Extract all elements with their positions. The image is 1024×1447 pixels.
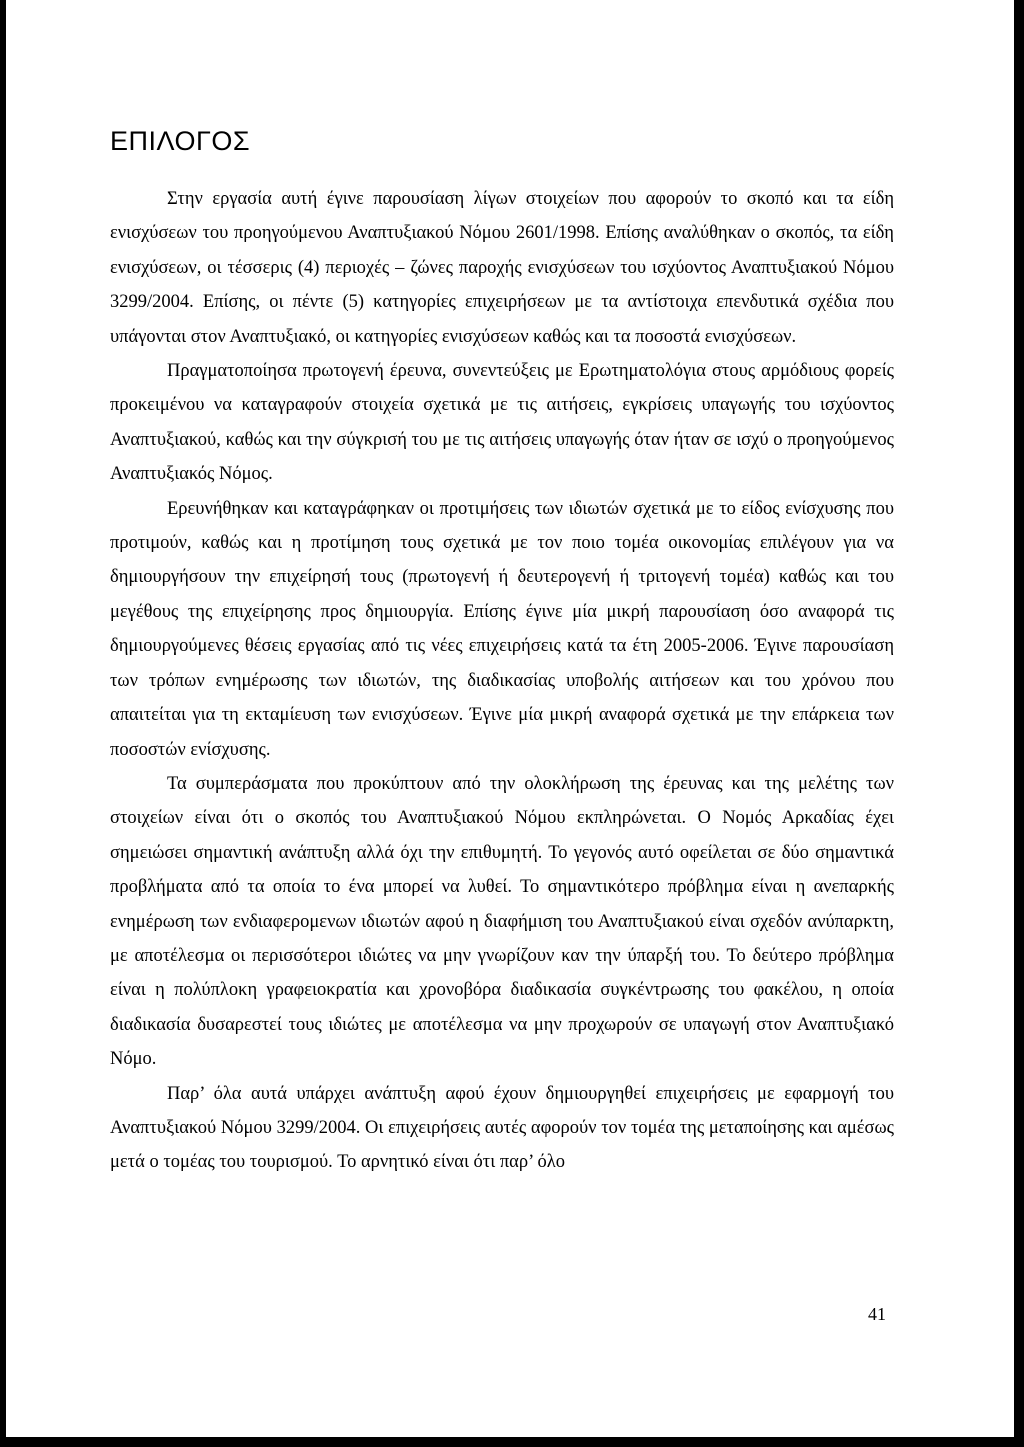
page-title: ΕΠΙΛΟΓΟΣ [110,126,251,156]
paragraph-preferences: Ερευνήθηκαν και καταγράφηκαν οι προτιμήσεις των ιδιωτών σχετικά με το είδος ενίσχυσης που προτιμούν, καθώς και η προτίμηση τους σχετικά με τον ποιο τομέα οικονομίας επιλέγουν για να δημιουργήσουν την επιχείρησή τους (πρωτογενή ή δευτερογενή ή τριτογενή τομέα) καθώς και του μεγέθους της επιχείρησης προς δημιουργία. Επίσης έγινε μία μικρή παρουσίαση όσο αναφορά τις δημιουργούμενες θέσεις εργασίας από τις νέες επιχειρήσεις κατά τα έτη 2005-2006. Έγινε παρουσίαση των τρόπων ενημέρωσης των ιδιωτών, της διαδικασίας υποβολής αιτήσεων και του χρόνου που απαιτείται για τη εκταμίευση των ενισχύσεων. Έγινε μία μικρή αναφορά σχετικά με την επάρκεια των ποσοστών ενίσχυσης. [110,498,894,760]
paragraph-primary-research: Πραγματοποίησα πρωτογενή έρευνα, συνεντεύξεις με Ερωτηματολόγια στους αρμόδιους φορείς προκειμένου να καταγραφούν στοιχεία σχετικά με τις αιτήσεις, εγκρίσεις υπαγωγής του ισχύοντος Αναπτυξιακού, καθώς και την σύγκρισή του με τις αιτήσεις υπαγωγής όταν ήταν σε ισχύ ο προηγούμενος Αναπτυξιακός Νόμος. [110,361,894,485]
body-text [110,182,894,1180]
paragraph-conclusions: Τα συμπεράσματα που προκύπτουν από την ολοκλήρωση της έρευνας και της μελέτης των στοιχείων είναι ότι ο σκοπός του Αναπτυξιακού Νόμου εκπληρώνεται. Ο Νομός Αρκαδίας έχει σημειώσει σημαντική ανάπτυξη αλλά όχι την επιθυμητή. Το γεγονός αυτό οφείλεται σε δύο σημαντικά προβλήματα από τα οποία το ένα μπορεί να λυθεί. Το σημαντικότερο πρόβλημα είναι η ανεπαρκής ενημέρωση των ενδιαφερομενων ιδιωτών αφού η διαφήμιση του Αναπτυξιακού είναι σχεδόν ανύπαρκτη, με αποτέλεσμα οι περισσότεροι ιδιώτες να μην γνωρίζουν καν την ύπαρξή του. Το δεύτερο πρόβλημα είναι η πολύπλοκη γραφειοκρατία και χρονοβόρα διαδικασία συγκέντρωσης του φακέλου, η οποία διαδικασία δυσαρεστεί τους ιδιώτες με αποτέλεσμα να μην προχωρούν σε υπαγωγή στον Αναπτυξιακό Νόμο. [110,773,894,1070]
scan-border-left [0,0,6,1447]
scan-border-bottom [0,1437,1024,1447]
paragraph-summary: Στην εργασία αυτή έγινε παρουσίαση λίγων στοιχείων που αφορούν το σκοπό και τα είδη ενισχύσεων του προηγούμενου Αναπτυξιακού Νόμου 2601/1998. Επίσης αναλύθηκαν ο σκοπός, τα είδη ενισχύσεων, οι τέσσερις (4) περιοχές – ζώνες παροχής ενισχύσεων του ισχύοντος Αναπτυξιακού Νόμου 3299/2004. Επίσης, οι πέντε (5) κατηγορίες επιχειρήσεων με τα αντίστοιχα επενδυτικά σχέδια που υπάγονται στον Αναπτυξιακό, οι κατηγορίες ενισχύσεων καθώς και τα ποσοστά ενισχύσεων. [110,189,894,347]
paragraph-development: Παρ’ όλα αυτά υπάρχει ανάπτυξη αφού έχουν δημιουργηθεί επιχειρήσεις με εφαρμογή του Αναπτυξιακού Νόμου 3299/2004. Οι επιχειρήσεις αυτές αφορούν τον τομέα της μεταποίησης και αμέσως μετά ο τομέας του τουρισμού. Το αρνητικό είναι ότι παρ’ όλο [110,1083,894,1173]
scan-border-right [1014,0,1024,1447]
page-number: 41 [868,1304,886,1324]
